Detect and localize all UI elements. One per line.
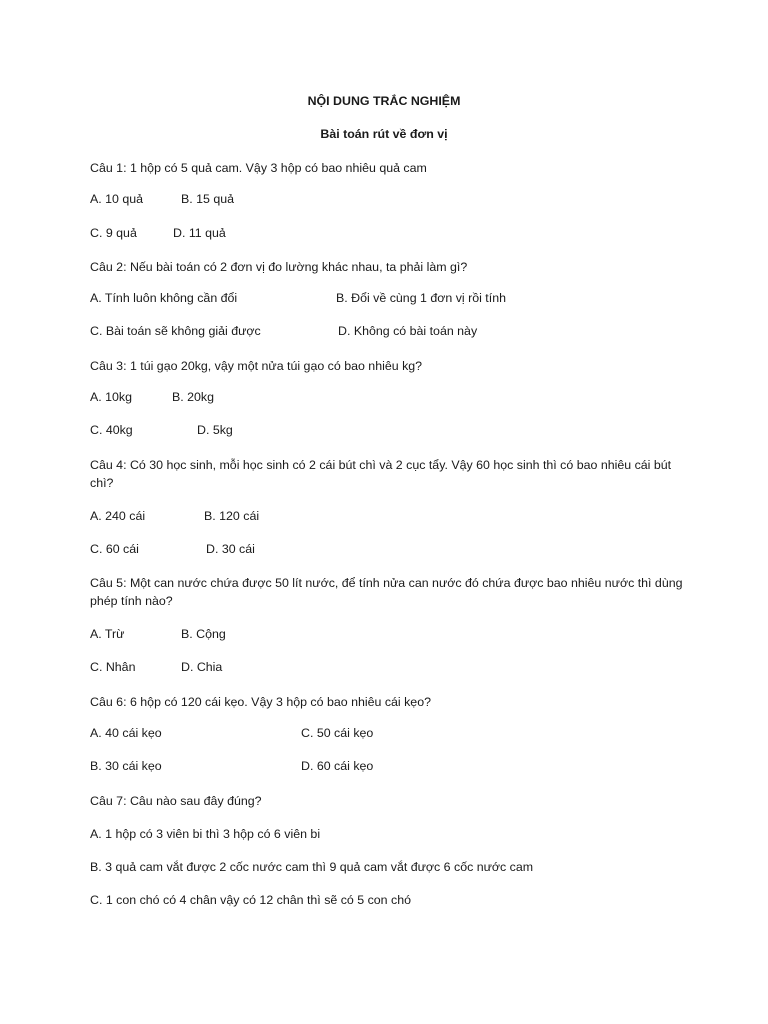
question-4-option-b: B. 120 cái [204, 509, 260, 523]
question-1-text: Câu 1: 1 hộp có 5 quả cam. Vậy 3 hộp có bao nhiêu quả cam [90, 161, 427, 175]
question-4-option-c: C. 60 cái [90, 542, 139, 556]
question-1-option-d: D. 11 quả [173, 226, 226, 240]
question-2-option-c: C. Bài toán sẽ không giải được [90, 324, 261, 338]
question-7-option-c: C. 1 con chó có 4 chân vậy có 12 chân thì sẽ có 5 con chó [90, 893, 411, 907]
question-6-option-b: B. 30 cái kẹo [90, 759, 162, 773]
question-5-option-a: A. Trừ [90, 627, 125, 641]
question-7-option-a: A. 1 hộp có 3 viên bi thì 3 hộp có 6 viên bi [90, 827, 321, 841]
question-1-option-b: B. 15 quả [181, 192, 235, 206]
question-2-option-a: A. Tính luôn không cần đổi [90, 291, 238, 305]
question-4-option-a: A. 240 cái [90, 509, 146, 523]
question-5-text: Câu 5: Một can nước chứa được 50 lít nước, để tính nửa can nước đó chứa được bao nhiêu nước thì dùng phép tính nào? [90, 576, 683, 608]
question-5-option-b: B. Cộng [181, 627, 226, 641]
question-5-option-c: C. Nhân [90, 660, 136, 674]
document-title: NỘI DUNG TRẮC NGHIỆM [307, 94, 461, 108]
question-3-option-b: B. 20kg [172, 390, 215, 404]
question-3-text: Câu 3: 1 túi gạo 20kg, vậy một nửa túi gạo có bao nhiêu kg? [90, 359, 423, 373]
question-6-option-c: C. 50 cái kẹo [301, 726, 374, 740]
question-2-option-b: B. Đổi về cùng 1 đơn vị rồi tính [336, 291, 506, 305]
question-6-text: Câu 6: 6 hộp có 120 cái kẹo. Vậy 3 hộp có bao nhiêu cái kẹo? [90, 695, 431, 709]
question-1-option-a: A. 10 quả [90, 192, 144, 206]
question-4-text: Câu 4: Có 30 học sinh, mỗi học sinh có 2 cái bút chì và 2 cục tẩy. Vậy 60 học sinh thì có bao nhiêu cái bút chì? [90, 458, 672, 490]
question-6-option-a: A. 40 cái kẹo [90, 726, 162, 740]
document-subtitle: Bài toán rút về đơn vị [320, 127, 448, 141]
question-5-option-d: D. Chia [181, 660, 223, 674]
question-6-option-d: D. 60 cái kẹo [301, 759, 374, 773]
question-7-text: Câu 7: Câu nào sau đây đúng? [90, 794, 262, 808]
question-4-option-d: D. 30 cái [206, 542, 255, 556]
question-3-option-c: C. 40kg [90, 423, 133, 437]
question-3-option-d: D. 5kg [197, 423, 233, 437]
question-2-option-d: D. Không có bài toán này [338, 324, 478, 338]
question-3-option-a: A. 10kg [90, 390, 133, 404]
question-7-option-b: B. 3 quả cam vắt được 2 cốc nước cam thì 9 quả cam vắt được 6 cốc nước cam [90, 860, 534, 874]
question-1-option-c: C. 9 quả [90, 226, 137, 240]
question-2-text: Câu 2: Nếu bài toán có 2 đơn vị đo lường khác nhau, ta phải làm gì? [90, 260, 468, 274]
